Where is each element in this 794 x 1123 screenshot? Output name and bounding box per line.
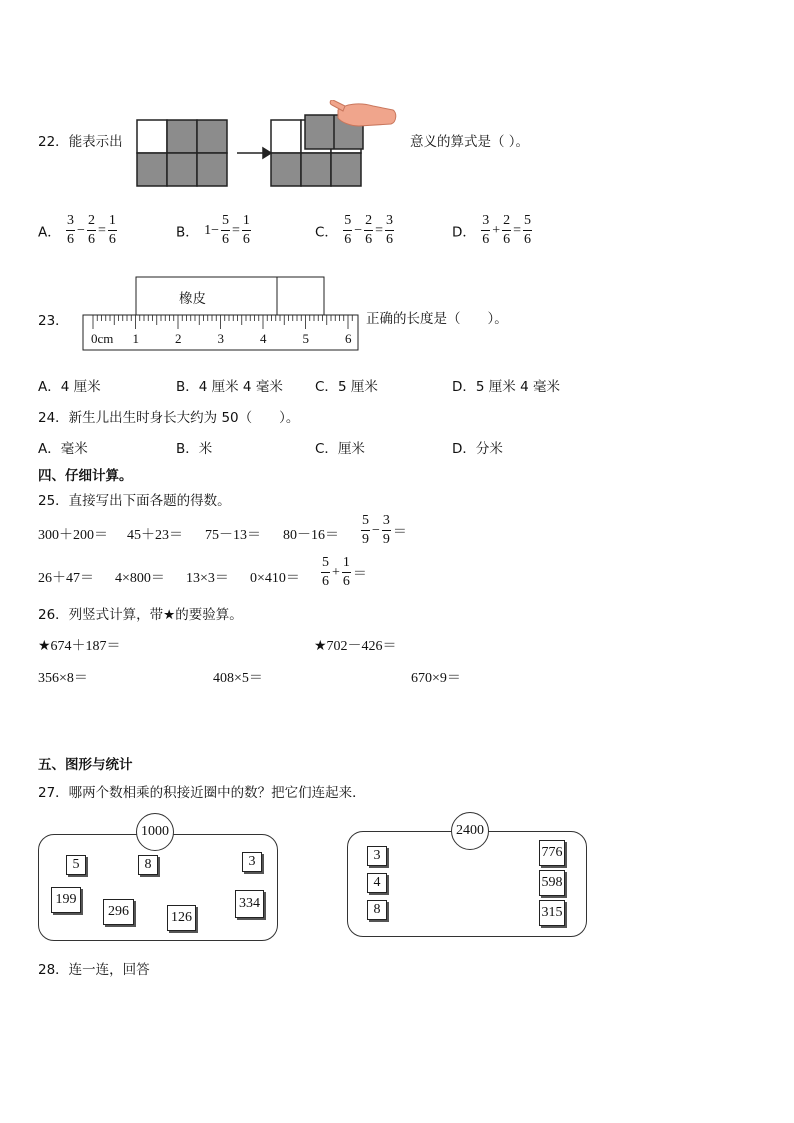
q26-item-2: ★702－426＝ [314, 639, 397, 654]
q23-option-b[interactable]: B．4 厘米 4 毫米 [176, 379, 283, 395]
q27-right-number[interactable]: 3 [367, 846, 387, 866]
grid-after [271, 115, 363, 186]
q25-item-9: 0×410＝ [250, 571, 300, 586]
ruler-label: 3 [217, 331, 224, 346]
q25-item-4: 80－16＝ [283, 528, 339, 543]
q27-left-number[interactable]: 199 [51, 887, 81, 913]
q23-option-a[interactable]: A．4 厘米 [38, 379, 101, 395]
q25-item-7: 4×800＝ [115, 571, 165, 586]
q27-left-target: 1000 [136, 813, 174, 851]
q22-prompt: 22．能表示出 [38, 134, 123, 150]
q22-option-a[interactable]: A． $\frac{3}{6}$ − $\frac{2}{6}$ = $\frac{1}{6}$ [38, 213, 116, 247]
q26-item-1: ★674＋187＝ [38, 639, 121, 654]
q26-item-3: 356×8＝ [38, 671, 88, 686]
q25-item-6: 26＋47＝ [38, 571, 94, 586]
q27-right-number[interactable]: 776 [539, 840, 565, 866]
q26-text: 26．列竖式计算，带★的要验算。 [38, 607, 243, 623]
arrow-icon [237, 148, 271, 158]
q22-option-d[interactable]: D． $\frac{3}{6}$ + $\frac{2}{6}$ = $\frac{5}{6}$ [452, 213, 532, 247]
q24-option-a[interactable]: A．毫米 [38, 441, 88, 457]
q25-item-3: 75－13＝ [205, 528, 261, 543]
q25-text: 25．直接写出下面各题的得数。 [38, 493, 231, 509]
ruler-label: 0cm [91, 331, 114, 346]
q28-text: 28．连一连，回答 [38, 962, 150, 978]
q25-item-2: 45＋23＝ [127, 528, 183, 543]
q25-item-5: $\frac{5}{9}$ − $\frac{3}{9}$ ＝ [362, 513, 407, 547]
q27-left-number[interactable]: 334 [235, 890, 264, 918]
q24-text: 24．新生儿出生时身长大约为 50（ ）。 [38, 410, 300, 426]
q22-figure [135, 100, 400, 190]
q23-number: 23． [38, 313, 69, 329]
q27-right-number[interactable]: 8 [367, 900, 387, 920]
ruler-label: 5 [302, 331, 309, 346]
q27-left-number[interactable]: 5 [66, 855, 86, 875]
q26-item-5: 670×9＝ [411, 671, 461, 686]
q23-option-d[interactable]: D．5 厘米 4 毫米 [452, 379, 560, 395]
q27-left-number[interactable]: 296 [103, 899, 134, 925]
q27-left-number[interactable]: 126 [167, 905, 196, 931]
q22-option-c[interactable]: C． $\frac{5}{6}$ − $\frac{2}{6}$ = $\frac{3}{6}$ [315, 213, 394, 247]
q27-right-number[interactable]: 315 [539, 900, 565, 926]
ruler-label: 1 [132, 331, 139, 346]
q27-right-target: 2400 [451, 812, 489, 850]
ruler-label: 6 [345, 331, 352, 346]
q25-item-1: 300＋200＝ [38, 528, 108, 543]
eraser-label: 橡皮 [179, 291, 206, 307]
q23-suffix: 正确的长度是（ ）。 [366, 311, 508, 327]
q25-item-8: 13×3＝ [186, 571, 229, 586]
q24-option-c[interactable]: C．厘米 [315, 441, 365, 457]
q25-item-10: $\frac{5}{6}$ + $\frac{1}{6}$ ＝ [322, 555, 367, 589]
ruler-label: 2 [175, 331, 182, 346]
q27-right-number[interactable]: 598 [539, 870, 565, 896]
q23-option-c[interactable]: C．5 厘米 [315, 379, 378, 395]
section-5-title: 五、图形与统计 [38, 757, 133, 773]
q27-text: 27．哪两个数相乘的积接近圈中的数？把它们连起来． [38, 785, 366, 801]
section-4-title: 四、仔细计算。 [38, 468, 133, 484]
q24-option-b[interactable]: B．米 [176, 441, 213, 457]
grid-before [137, 120, 227, 186]
q27-right-number[interactable]: 4 [367, 873, 387, 893]
q26-item-4: 408×5＝ [213, 671, 263, 686]
q27-left-number[interactable]: 3 [242, 852, 262, 872]
q22-option-b[interactable]: B． 1− $\frac{5}{6}$ = $\frac{1}{6}$ [176, 213, 250, 247]
ruler-label: 4 [260, 331, 267, 346]
q22-suffix: 意义的算式是（ ）。 [410, 134, 530, 150]
q27-left-number[interactable]: 8 [138, 855, 158, 875]
q24-option-d[interactable]: D．分米 [452, 441, 503, 457]
